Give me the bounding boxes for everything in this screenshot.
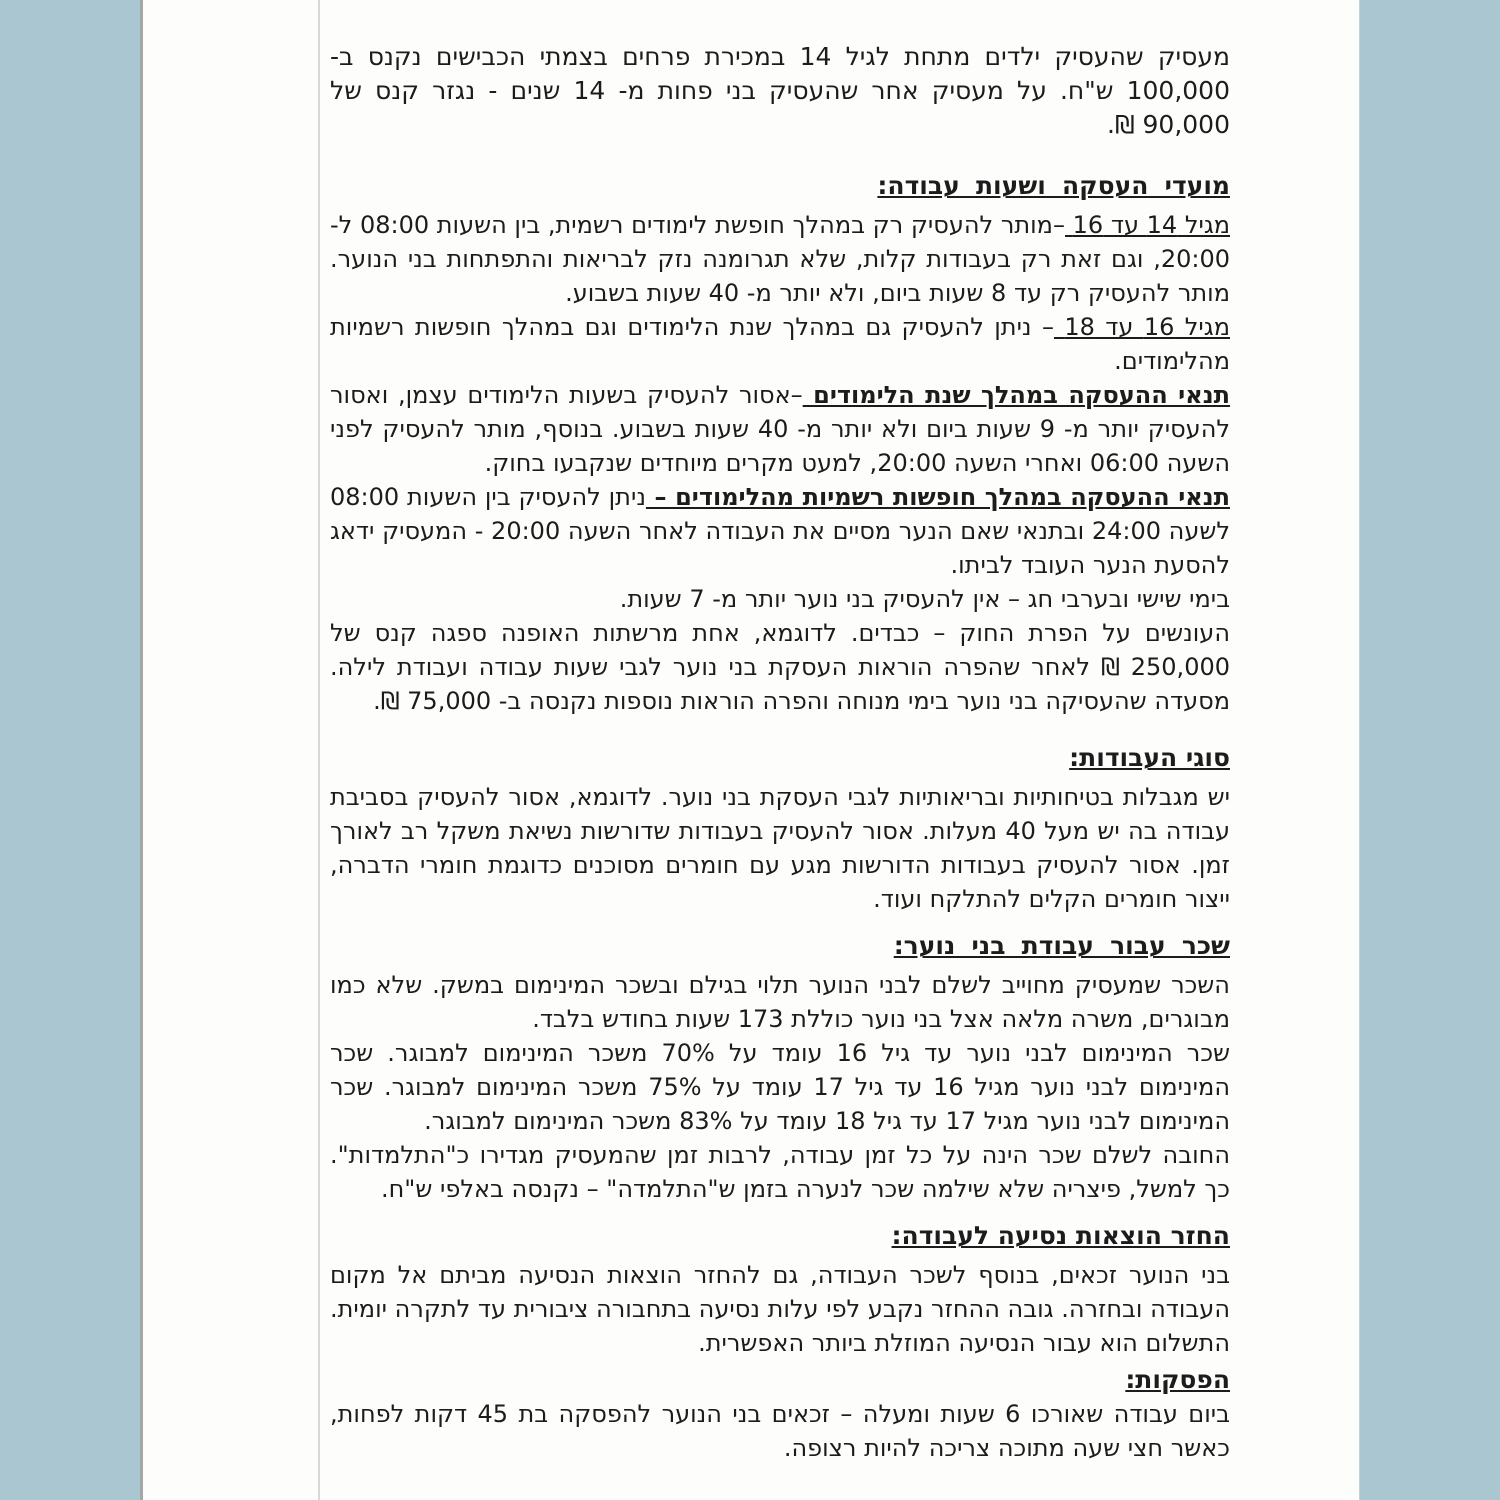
paragraph-travel-reimbursement: בני הנוער זכאים, בנוסף לשכר העבודה, גם להחזר הוצאות הנסיעה מביתם אל מקום העבודה ובחזרה. גובה ההחזר נקבע לפי עלות נסיעה בתחבורה ציבורית עד לתקרה יומית. התשלום הוא עבור הנסיעה המוזלת ביותר האפשרית. bbox=[330, 1261, 1230, 1357]
age-14-16-label: מגיל 14 עד 16 bbox=[1065, 211, 1231, 239]
heading-wages: שכר עבור עבודת בני נוער: bbox=[893, 931, 1230, 960]
heading-breaks: הפסקות: bbox=[1125, 1365, 1230, 1394]
paragraph-age-14-16: מגיל 14 עד 16 –מותר להעסיק רק במהלך חופשת לימודים רשמית, בין השעות 08:00 ל- 20:00, וגם זאת רק בעבודות קלות, שלא תגרומנה נזק לבריאות והתפתחות בני הנוער. מותר להעסיק רק עד 8 שעות ביום, ולא יותר מ- 40 שעות בשבוע. bbox=[330, 211, 1231, 307]
paragraph-wage-training: החובה לשלם שכר הינה על כל זמן עבודה, לרבות זמן שהמעסיק מגדירו כ"התלמדות". כך למשל, פיצריה שלא שילמה שכר לנערה בזמן ש"התלמדה" – נקנסה באלפי ש"ח. bbox=[330, 1141, 1230, 1203]
page-edge-line bbox=[318, 0, 320, 1500]
paragraph-penalties: העונשים על הפרת החוק – כבדים. לדוגמא, אחת מרשתות האופנה ספגה קנס של 250,000 ₪ לאחר שהפרה הוראות העסקת בני נוער לגבי שעות עבודה ועבודת לילה. מסעדה שהעסיקה בני נוער בימי מנוחה והפרה הוראות נוספות נקנסה ב- 75,000 ₪. bbox=[330, 619, 1230, 715]
paragraph-wage-basis: השכר שמעסיק מחוייב לשלם לבני הנוער תלוי בגילם ובשכר המינימום במשק. שלא כמו מבוגרים, משרה מלאה אצל בני נוער כוללת 173 שעות בחודש בלבד. bbox=[330, 971, 1230, 1033]
document-body bbox=[330, 40, 1230, 1465]
paragraph-age-16-18: מגיל 16 עד 18 – ניתן להעסיק גם במהלך שנת הלימודים וגם במהלך חופשות רשמיות מהלימודים. bbox=[330, 313, 1230, 375]
paragraph-school-year-terms: תנאי ההעסקה במהלך שנת הלימודים –אסור להעסיק בשעות הלימודים עצמן, ואסור להעסיק יותר מ- 9 שעות ביום ולא יותר מ- 40 שעות בשבוע. בנוסף, מותר להעסיק לפני השעה 06:00 ואחרי השעה 20:00, למעט מקרים מיוחדים שנקבעו בחוק. bbox=[330, 381, 1231, 477]
paragraph-friday-rule: בימי שישי ובערבי חג – אין להעסיק בני נוער יותר מ- 7 שעות. bbox=[619, 585, 1230, 613]
paragraph-work-types: יש מגבלות בטיחותיות ובריאותיות לגבי העסקת בני נוער. לדוגמא, אסור להעסיק בסביבת עבודה בה יש מעל 40 מעלות. אסור להעסיק בעבודות שדורשות נשיאת משקל רב לאורך זמן. אסור להעסיק בעבודות הדורשות מגע עם חומרים מסוכנים כדוגמת חומרי הדברה, ייצור חומרים הקלים להתלקח ועוד. bbox=[330, 783, 1231, 913]
paragraph-breaks: ביום עבודה שאורכו 6 שעות ומעלה – זכאים בני הנוער להפסקה בת 45 דקות לפחות, כאשר חצי שעה מתוכה צריכה להיות רצופה. bbox=[330, 1400, 1230, 1462]
heading-work-types: סוגי העבודות: bbox=[1069, 743, 1230, 772]
intro-paragraph: מעסיק שהעסיק ילדים מתחת לגיל 14 במכירת פרחים בצמתי הכבישים נקנס ב- 100,000 ש"ח. על מעסיק אחר שהעסיק בני פחות מ- 14 שנים - נגזר קנס של 90,000 ₪. bbox=[330, 42, 1230, 139]
paragraph-vacation-terms: תנאי ההעסקה במהלך חופשות רשמיות מהלימודים – ניתן להעסיק בין השעות 08:00 לשעה 24:00 ובתנאי שאם הנער מסיים את העבודה לאחר השעה 20:00 - המעסיק ידאג להסעת הנער העובד לביתו. bbox=[330, 483, 1230, 579]
heading-travel-reimbursement: החזר הוצאות נסיעה לעבודה: bbox=[891, 1221, 1230, 1250]
age-16-18-label: מגיל 16 עד 18 bbox=[1053, 313, 1230, 341]
school-year-terms-label: תנאי ההעסקה במהלך שנת הלימודים bbox=[802, 381, 1230, 409]
vacation-terms-label: תנאי ההעסקה במהלך חופשות רשמיות מהלימודים – bbox=[645, 483, 1230, 511]
heading-work-times: מועדי העסקה ושעות עבודה: bbox=[877, 171, 1230, 200]
paragraph-wage-percentages: שכר המינימום לבני נוער עד גיל 16 עומד על 70% משכר המינימום למבוגר. שכר המינימום לבני נוער מגיל 16 עד גיל 17 עומד על 75% משכר המינימום למבוגר. שכר המינימום לבני נוער מגיל 17 עד גיל 18 עומד על 83% משכר המינימום למבוגר. bbox=[330, 1039, 1231, 1135]
right-margin-band bbox=[1359, 0, 1500, 1500]
left-margin-band bbox=[0, 0, 143, 1500]
